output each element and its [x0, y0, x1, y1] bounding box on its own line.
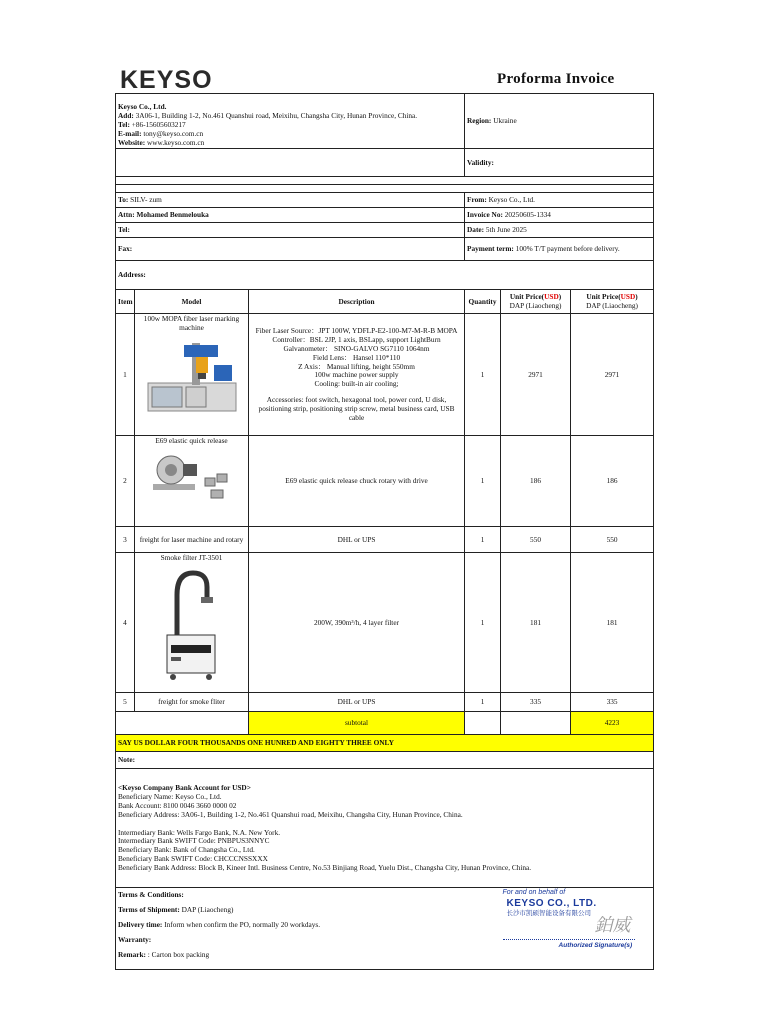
date-cell: Date: 5th June 2025	[465, 223, 654, 238]
total-price-cell: 181	[571, 553, 654, 693]
signature-company-cn: 长沙市凯硕智能设备有限公司	[506, 909, 592, 918]
unit-price-cell: 181	[501, 553, 571, 693]
terms-delivery: Delivery time: Inform when confirm the PO, normally 20 workdays.	[118, 920, 321, 930]
quantity-cell: 1	[465, 527, 501, 553]
total-price-cell: 550	[571, 527, 654, 553]
table-row	[116, 436, 654, 527]
spacer-row	[116, 185, 654, 193]
attn-cell: Attn: Mohamed Benmelouka	[116, 208, 465, 223]
item-number: 5	[116, 693, 135, 712]
item-number: 1	[116, 314, 135, 436]
terms-conditions: Terms & Conditions:	[118, 890, 184, 900]
total-price-cell: 186	[571, 436, 654, 527]
unit-price-cell: 2971	[501, 314, 571, 436]
document-title: Proforma Invoice	[497, 71, 615, 87]
signature-company: KEYSO CO., LTD.	[506, 898, 597, 910]
description-cell: DHL or UPS	[249, 693, 465, 712]
model-cell: 100w MOPA fiber laser marking machine	[135, 314, 249, 436]
quantity-cell: 1	[465, 314, 501, 436]
signature-line	[503, 939, 635, 940]
col-description: Description	[249, 290, 465, 314]
table-row	[116, 527, 654, 553]
table-row	[116, 553, 654, 693]
table-row	[116, 693, 654, 712]
seller-tel: Tel: +86-15605603217	[118, 119, 186, 129]
unit-price-cell: 335	[501, 693, 571, 712]
subtotal-label: subtotal	[249, 712, 465, 735]
invoice-table	[115, 93, 654, 970]
signature-for-text: For and on behalf of	[502, 889, 566, 897]
bank-heading: <Keyso Company Bank Account for USD>	[118, 782, 251, 792]
total-price-cell: 2971	[571, 314, 654, 436]
smoke-filter-image	[157, 565, 227, 683]
total-price-cell: 335	[571, 693, 654, 712]
description-cell: DHL or UPS	[249, 527, 465, 553]
col-unit-price: Unit Price(USD) DAP (Liaocheng)	[501, 290, 571, 314]
subtotal-value: 4223	[571, 712, 654, 735]
model-cell: freight for smoke fliter	[135, 693, 249, 712]
unit-price-cell: 550	[501, 527, 571, 553]
unit-price-cell: 186	[501, 436, 571, 527]
seller-company: Keyso Co., Ltd.	[118, 102, 167, 111]
terms-shipment: Terms of Shipment: DAP (Liaocheng)	[118, 905, 234, 915]
validity-cell: Validity:	[465, 149, 654, 177]
tel-cell: Tel:	[116, 223, 465, 238]
seller-email: E-mail: tony@keyso.com.cn	[118, 128, 204, 138]
terms-block	[116, 888, 501, 970]
amount-in-words: SAY US DOLLAR FOUR THOUSANDS ONE HUNRED AND EIGHTY THREE ONLY	[116, 735, 654, 752]
seller-info-cont	[116, 149, 465, 177]
seller-address: Add: 3A06-1, Building 1-2, No.461 Quanshui road, Meixihu, Changsha City, Hunan Province, China.	[118, 110, 418, 120]
subtotal-empty	[501, 712, 571, 735]
address-cell: Address:	[116, 261, 654, 290]
note-cell: Note:	[116, 752, 654, 769]
handwritten-signature: 鉑威	[594, 915, 631, 937]
col-item: Item	[116, 290, 135, 314]
laser-machine-image	[144, 335, 240, 415]
description-cell: 200W, 390m³/h, 4 layer filter	[249, 553, 465, 693]
model-cell: Smoke filter JT-3501	[135, 553, 249, 693]
company-logo: KEYSO	[120, 66, 213, 94]
quantity-cell: 1	[465, 553, 501, 693]
quantity-cell: 1	[465, 436, 501, 527]
quantity-cell: 1	[465, 693, 501, 712]
table-row	[116, 314, 654, 436]
region-cell: Region: Ukraine	[465, 94, 654, 149]
model-cell: E69 elastic quick release	[135, 436, 249, 527]
item-number: 4	[116, 553, 135, 693]
item-number: 3	[116, 527, 135, 553]
model-cell: freight for laser machine and rotary	[135, 527, 249, 553]
seller-info	[116, 94, 465, 149]
to-cell: To: SILV- zum	[116, 193, 465, 208]
description-cell: E69 elastic quick release chuck rotary with drive	[249, 436, 465, 527]
col-total-price: Unit Price(USD) DAP (Liaocheng)	[571, 290, 654, 314]
bank-info: <Keyso Company Bank Account for USD> Beneficiary Name: Keyso Co., Ltd. Bank Account: 8100 0046 3660 0000 02 Beneficiary Address: 3A06-1, Building 1-2, No.461 Quanshui road, Meixihu, Changsha City, Hunan Province, China. Intermediary Bank: Wells Fargo Bank, N.A. New York. Intermediary Bank SWIFT Code: PNBPUS3NNYC Beneficiary Bank: Bank of Changsha Co., Ltd. Beneficiary Bank SWIFT Code: CHCCCNSSXXX Beneficiary Bank Address: Block B, Kineer Intl. Business Centre, No.53 Binjiang Road, Yuelu Dist., Changsha City, Hunan Province, China.	[116, 769, 654, 888]
spacer-row	[116, 177, 654, 185]
payment-term-cell: Payment term: 100% T/T payment before delivery.	[465, 238, 654, 261]
terms-warranty: Warranty:	[118, 935, 152, 945]
rotary-chuck-image	[147, 448, 237, 510]
subtotal-spacer	[116, 712, 249, 735]
invoice-no-cell: Invoice No: 20250605-1334	[465, 208, 654, 223]
seller-website: Website: www.keyso.com.cn	[118, 137, 205, 147]
subtotal-empty	[465, 712, 501, 735]
fax-cell: Fax:	[116, 238, 465, 261]
signature-block	[501, 888, 654, 970]
col-quantity: Quantity	[465, 290, 501, 314]
from-cell: From: Keyso Co., Ltd.	[465, 193, 654, 208]
col-model: Model	[135, 290, 249, 314]
item-number: 2	[116, 436, 135, 527]
terms-remark: Remark: : Carton box packing	[118, 950, 210, 960]
authorized-signature-label: Authorized Signature(s)	[558, 942, 633, 950]
description-cell: Fiber Laser Source：JPT 100W, YDFLP-E2-100-M7-M-R-B MOPA Controller：BSL 2JP, 1 axis, BSLapp, support LightBurn Galvanometer： SINO-GALVO SG7110 1064nm Field Lens： Hansel 110*110 Z Axis： Manual lifting, height 550mm 100w machine power supply Cooling: built-in air cooling; Accessories: foot switch, hexagonal tool, power cord, U disk, positioning strip, positioning strip screw, metal business card, USB cable	[249, 314, 465, 436]
